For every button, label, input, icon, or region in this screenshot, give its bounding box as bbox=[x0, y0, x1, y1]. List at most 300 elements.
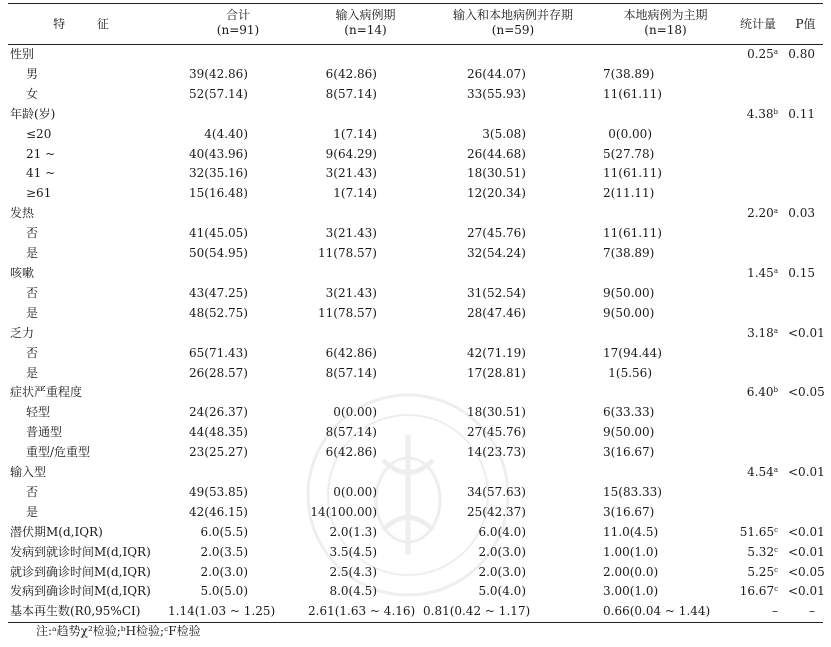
cell-total bbox=[168, 145, 308, 165]
cell-feature bbox=[8, 85, 168, 105]
cell-p-value bbox=[788, 284, 823, 304]
cell-statistic-text: 6.40 bbox=[746, 385, 774, 400]
cell-statistic bbox=[728, 244, 788, 264]
cell-imported bbox=[308, 85, 423, 105]
cell-p-value bbox=[788, 383, 823, 403]
cell-local-text: 3(16.67) bbox=[603, 504, 655, 519]
cell-total-text: 50(54.95) bbox=[189, 246, 248, 261]
cell-mixed bbox=[423, 164, 603, 184]
cell-local bbox=[603, 523, 728, 543]
cell-statistic bbox=[728, 125, 788, 145]
cell-p-value bbox=[788, 85, 823, 105]
cell-imported-text: 8(57.14) bbox=[325, 86, 377, 101]
table-subrow bbox=[8, 125, 823, 145]
cell-feature-text: 轻型 bbox=[26, 405, 51, 420]
cell-mixed-text: 2.0(3.0) bbox=[478, 544, 526, 559]
table-row bbox=[8, 383, 823, 403]
cell-mixed-text: 26(44.07) bbox=[467, 66, 526, 81]
table-subrow bbox=[8, 145, 823, 165]
cell-local bbox=[603, 164, 728, 184]
cell-total bbox=[168, 523, 308, 543]
header-total-label: 合计 bbox=[225, 8, 250, 22]
cell-feature bbox=[8, 105, 168, 125]
table-subrow bbox=[8, 65, 823, 85]
cell-imported-text: 8(57.14) bbox=[325, 365, 377, 380]
cell-feature-text: 输入型 bbox=[10, 465, 47, 480]
cell-feature bbox=[8, 383, 168, 403]
cell-statistic bbox=[728, 443, 788, 463]
cell-imported-text: 6(42.86) bbox=[325, 445, 377, 460]
cell-mixed bbox=[423, 403, 603, 423]
cell-feature bbox=[8, 284, 168, 304]
cell-total-text: 2.0(3.5) bbox=[200, 544, 248, 559]
table-row bbox=[8, 523, 823, 543]
cell-mixed bbox=[423, 563, 603, 583]
cell-p-value bbox=[788, 463, 823, 483]
cell-statistic bbox=[728, 403, 788, 423]
statistic-test-marker: c bbox=[774, 545, 778, 554]
cell-total-text: 2.0(3.0) bbox=[200, 564, 248, 579]
cell-p-value bbox=[788, 145, 823, 165]
cell-mixed bbox=[423, 344, 603, 364]
cell-p-value bbox=[788, 184, 823, 204]
cell-feature-text: 重型/危重型 bbox=[26, 445, 91, 460]
cell-local bbox=[603, 105, 728, 125]
cell-mixed-text: 3(5.08) bbox=[482, 126, 526, 141]
cell-p-value bbox=[788, 443, 823, 463]
cell-local-text: 11(61.11) bbox=[603, 226, 662, 241]
cell-mixed bbox=[423, 224, 603, 244]
cell-local bbox=[603, 344, 728, 364]
cell-p-value bbox=[788, 423, 823, 443]
cell-total bbox=[168, 45, 308, 65]
cell-imported-text: 11(78.57) bbox=[318, 305, 377, 320]
cell-local bbox=[603, 65, 728, 85]
cell-local-text: 11.0(4.5) bbox=[603, 524, 659, 539]
cell-imported bbox=[308, 224, 423, 244]
cell-mixed bbox=[423, 483, 603, 503]
cell-p-value bbox=[788, 125, 823, 145]
cell-local bbox=[603, 403, 728, 423]
cell-imported bbox=[308, 145, 423, 165]
cell-imported bbox=[308, 105, 423, 125]
cell-p-value-text: <0.05 bbox=[788, 564, 825, 579]
cell-imported-text: 2.5(4.3) bbox=[329, 564, 377, 579]
cell-p-value bbox=[788, 403, 823, 423]
cell-feature-text: 男 bbox=[26, 66, 39, 81]
cell-feature bbox=[8, 324, 168, 344]
cell-total-text: 41(45.05) bbox=[189, 226, 248, 241]
cell-local-text: 11(61.11) bbox=[603, 166, 662, 181]
cell-imported-text: 0(0.00) bbox=[333, 484, 377, 499]
header-local bbox=[603, 4, 728, 45]
cell-feature bbox=[8, 463, 168, 483]
cell-feature-text: ≤20 bbox=[26, 126, 52, 141]
cell-total bbox=[168, 224, 308, 244]
cell-local-text: 11(61.11) bbox=[603, 86, 662, 101]
cell-feature-text: 发热 bbox=[10, 206, 35, 221]
cell-imported bbox=[308, 164, 423, 184]
cell-mixed bbox=[423, 582, 603, 602]
cell-mixed-text: 42(71.19) bbox=[467, 345, 526, 360]
cell-local-text: 2(11.11) bbox=[603, 186, 655, 201]
cell-feature-text: 是 bbox=[26, 246, 39, 261]
cell-p-value-text: <0.01 bbox=[788, 465, 825, 480]
cell-total bbox=[168, 364, 308, 384]
cell-imported bbox=[308, 364, 423, 384]
cell-mixed-text: 26(44.68) bbox=[467, 146, 526, 161]
header-p: P值 bbox=[788, 4, 823, 45]
cell-p-value bbox=[788, 224, 823, 244]
data-table bbox=[8, 4, 823, 623]
cell-local-text: 9(50.00) bbox=[603, 305, 655, 320]
cell-total-text: 32(35.16) bbox=[189, 166, 248, 181]
cell-local bbox=[603, 184, 728, 204]
cell-imported-text: 6(42.86) bbox=[325, 345, 377, 360]
cell-mixed bbox=[423, 145, 603, 165]
cell-statistic bbox=[728, 563, 788, 583]
cell-statistic bbox=[728, 224, 788, 244]
cell-imported-text: 6(42.86) bbox=[325, 66, 377, 81]
cell-statistic-text: 4.38 bbox=[746, 106, 774, 121]
cell-statistic bbox=[728, 364, 788, 384]
cell-imported bbox=[308, 563, 423, 583]
cell-feature bbox=[8, 184, 168, 204]
cell-imported bbox=[308, 543, 423, 563]
cell-total bbox=[168, 244, 308, 264]
table-subrow bbox=[8, 443, 823, 463]
cell-imported-text: 1(7.14) bbox=[333, 126, 377, 141]
cell-total bbox=[168, 582, 308, 602]
cell-statistic bbox=[728, 503, 788, 523]
cell-imported-text: 11(78.57) bbox=[318, 246, 377, 261]
cell-imported bbox=[308, 324, 423, 344]
cell-local-text: 0.66(0.04 ~ 1.44) bbox=[603, 604, 711, 619]
cell-mixed-text: 27(45.76) bbox=[467, 425, 526, 440]
cell-feature bbox=[8, 125, 168, 145]
cell-imported bbox=[308, 463, 423, 483]
table-subrow bbox=[8, 304, 823, 324]
cell-statistic bbox=[728, 602, 788, 622]
cell-local-text: 1.00(1.0) bbox=[603, 544, 659, 559]
cell-feature bbox=[8, 344, 168, 364]
cell-feature bbox=[8, 145, 168, 165]
cell-local-text: 9(50.00) bbox=[603, 425, 655, 440]
cell-local bbox=[603, 45, 728, 65]
cell-mixed-text: 18(30.51) bbox=[467, 166, 526, 181]
cell-feature bbox=[8, 503, 168, 523]
cell-local-text: 1(5.56) bbox=[608, 365, 652, 380]
cell-mixed-text: 27(45.76) bbox=[467, 226, 526, 241]
table-row bbox=[8, 543, 823, 563]
cell-mixed bbox=[423, 543, 603, 563]
cell-mixed bbox=[423, 364, 603, 384]
cell-local-text: 0(0.00) bbox=[608, 126, 652, 141]
cell-total-text: 52(57.14) bbox=[189, 86, 248, 101]
cell-imported bbox=[308, 184, 423, 204]
cell-imported-text: 3.5(4.5) bbox=[329, 544, 377, 559]
cell-statistic-text: 1.45 bbox=[747, 265, 774, 280]
cell-total bbox=[168, 344, 308, 364]
cell-total bbox=[168, 125, 308, 145]
cell-statistic bbox=[728, 523, 788, 543]
cell-local-text: 2.00(0.0) bbox=[603, 564, 659, 579]
cell-local bbox=[603, 483, 728, 503]
header-mixed-label: 输入和本地病例并存期 bbox=[452, 8, 573, 22]
cell-feature-text: 是 bbox=[26, 504, 39, 519]
cell-feature bbox=[8, 403, 168, 423]
cell-imported bbox=[308, 403, 423, 423]
table-subrow bbox=[8, 164, 823, 184]
cell-feature bbox=[8, 563, 168, 583]
cell-imported-text: 0(0.00) bbox=[333, 405, 377, 420]
cell-mixed bbox=[423, 85, 603, 105]
cell-statistic bbox=[728, 45, 788, 65]
cell-mixed bbox=[423, 324, 603, 344]
cell-total bbox=[168, 503, 308, 523]
cell-imported-text: 3(21.43) bbox=[325, 226, 377, 241]
cell-mixed-text: 33(55.93) bbox=[467, 86, 526, 101]
table-subrow bbox=[8, 423, 823, 443]
cell-local bbox=[603, 602, 728, 622]
table-footnote: 注:ᵃ趋势χ²检验;ᵇH检验;ᶜF检验 bbox=[36, 624, 201, 638]
cell-local bbox=[603, 244, 728, 264]
cell-mixed bbox=[423, 204, 603, 224]
cell-feature-text: 潜伏期M(d,IQR) bbox=[10, 524, 103, 539]
cell-feature-text: 就诊到确诊时间M(d,IQR) bbox=[10, 564, 151, 579]
cell-feature-text: 否 bbox=[26, 484, 39, 499]
table-subrow bbox=[8, 364, 823, 384]
cell-p-value bbox=[788, 324, 823, 344]
cell-local-text: 7(38.89) bbox=[603, 66, 655, 81]
cell-total-text: 49(53.85) bbox=[189, 484, 248, 499]
cell-total bbox=[168, 304, 308, 324]
cell-total-text: 5.0(5.0) bbox=[200, 584, 248, 599]
cell-total bbox=[168, 264, 308, 284]
cell-total-text: 40(43.96) bbox=[189, 146, 248, 161]
cell-p-value-text: 0.11 bbox=[788, 106, 815, 121]
cell-statistic bbox=[728, 184, 788, 204]
cell-imported bbox=[308, 483, 423, 503]
cell-total bbox=[168, 563, 308, 583]
cell-imported bbox=[308, 523, 423, 543]
cell-total bbox=[168, 204, 308, 224]
cell-local bbox=[603, 503, 728, 523]
cell-total bbox=[168, 443, 308, 463]
cell-statistic-text: 5.25 bbox=[747, 564, 775, 579]
cell-local bbox=[603, 563, 728, 583]
cell-imported-text: 2.61(1.63 ~ 4.16) bbox=[308, 604, 416, 619]
cell-statistic-text: – bbox=[772, 604, 778, 619]
cell-mixed bbox=[423, 125, 603, 145]
cell-feature bbox=[8, 423, 168, 443]
cell-statistic bbox=[728, 105, 788, 125]
cell-local bbox=[603, 463, 728, 483]
cell-feature bbox=[8, 264, 168, 284]
cell-feature bbox=[8, 602, 168, 622]
table-row bbox=[8, 204, 823, 224]
table-subrow bbox=[8, 344, 823, 364]
cell-statistic bbox=[728, 204, 788, 224]
cell-statistic-text: 4.54 bbox=[747, 465, 774, 480]
cell-p-value bbox=[788, 483, 823, 503]
cell-local-text: 9(50.00) bbox=[603, 285, 655, 300]
cell-total bbox=[168, 543, 308, 563]
cell-mixed-text: 17(28.81) bbox=[467, 365, 526, 380]
header-mixed bbox=[423, 4, 603, 45]
cell-local-text: 3.00(1.0) bbox=[603, 584, 659, 599]
cell-feature bbox=[8, 204, 168, 224]
statistic-test-marker: a bbox=[773, 466, 778, 475]
cell-imported-text: 3(21.43) bbox=[325, 285, 377, 300]
cell-p-value bbox=[788, 65, 823, 85]
cell-local bbox=[603, 224, 728, 244]
cell-p-value-text: <0.01 bbox=[788, 584, 825, 599]
table-subrow bbox=[8, 483, 823, 503]
cell-feature bbox=[8, 543, 168, 563]
cell-mixed bbox=[423, 463, 603, 483]
cell-imported bbox=[308, 125, 423, 145]
header-local-label: 本地病例为主期 bbox=[623, 8, 708, 22]
header-statistic: 统计量 bbox=[728, 4, 788, 45]
cell-p-value-text: <0.01 bbox=[788, 325, 825, 340]
cell-statistic bbox=[728, 483, 788, 503]
table-row bbox=[8, 563, 823, 583]
cell-statistic bbox=[728, 423, 788, 443]
cell-feature-text: 发病到确诊时间M(d,IQR) bbox=[10, 584, 151, 599]
statistic-test-marker: a bbox=[773, 48, 778, 56]
cell-imported-text: 14(100.00) bbox=[310, 504, 377, 519]
table-subrow bbox=[8, 244, 823, 264]
cell-imported-text: 9(64.29) bbox=[325, 146, 377, 161]
cell-p-value bbox=[788, 264, 823, 284]
statistic-test-marker: b bbox=[773, 386, 778, 395]
cell-p-value bbox=[788, 543, 823, 563]
cell-total-text: 1.14(1.03 ~ 1.25) bbox=[168, 604, 276, 619]
statistic-test-marker: a bbox=[773, 266, 778, 275]
cell-feature-text: 年龄(岁) bbox=[10, 106, 56, 121]
cell-mixed-text: 6.0(4.0) bbox=[478, 524, 526, 539]
cell-feature-text: 否 bbox=[26, 345, 39, 360]
cell-feature bbox=[8, 364, 168, 384]
cell-mixed-text: 2.0(3.0) bbox=[478, 564, 526, 579]
cell-local-text: 5(27.78) bbox=[603, 146, 655, 161]
cell-mixed bbox=[423, 65, 603, 85]
cell-mixed bbox=[423, 383, 603, 403]
table-subrow bbox=[8, 224, 823, 244]
cell-feature bbox=[8, 304, 168, 324]
cell-mixed-text: 32(54.24) bbox=[467, 246, 526, 261]
cell-local bbox=[603, 383, 728, 403]
cell-feature-text: 21 ~ bbox=[26, 146, 56, 161]
cell-p-value-text: <0.01 bbox=[788, 544, 825, 559]
cell-total-text: 23(25.27) bbox=[189, 445, 248, 460]
table-row bbox=[8, 582, 823, 602]
cell-total bbox=[168, 602, 308, 622]
cell-total-text: 24(26.37) bbox=[189, 405, 248, 420]
cell-mixed bbox=[423, 105, 603, 125]
cell-feature-text: 女 bbox=[26, 86, 39, 101]
cell-local bbox=[603, 284, 728, 304]
cell-feature-text: ≥61 bbox=[26, 186, 52, 201]
cell-feature-text: 是 bbox=[26, 365, 39, 380]
cell-mixed-text: 28(47.46) bbox=[467, 305, 526, 320]
cell-imported bbox=[308, 244, 423, 264]
header-total bbox=[168, 4, 308, 45]
cell-local-text: 15(83.33) bbox=[603, 484, 662, 499]
cell-mixed bbox=[423, 244, 603, 264]
cell-p-value bbox=[788, 503, 823, 523]
cell-imported bbox=[308, 344, 423, 364]
cell-p-value-text: 0.80 bbox=[788, 47, 815, 61]
cell-imported bbox=[308, 204, 423, 224]
cell-total-text: 65(71.43) bbox=[189, 345, 248, 360]
cell-feature-text: 41 ~ bbox=[26, 166, 56, 181]
cell-statistic bbox=[728, 543, 788, 563]
cell-statistic-text: 0.25 bbox=[747, 47, 774, 61]
cell-p-value bbox=[788, 582, 823, 602]
cell-statistic bbox=[728, 344, 788, 364]
cell-feature-text: 发病到就诊时间M(d,IQR) bbox=[10, 544, 151, 559]
cell-local bbox=[603, 145, 728, 165]
cell-statistic bbox=[728, 85, 788, 105]
cell-imported bbox=[308, 284, 423, 304]
cell-feature bbox=[8, 164, 168, 184]
cell-total bbox=[168, 403, 308, 423]
cell-local bbox=[603, 543, 728, 563]
cell-local-text: 17(94.44) bbox=[603, 345, 662, 360]
cell-statistic bbox=[728, 582, 788, 602]
cell-mixed bbox=[423, 284, 603, 304]
table-subrow bbox=[8, 284, 823, 304]
table-row bbox=[8, 602, 823, 622]
cell-mixed bbox=[423, 304, 603, 324]
cell-mixed-text: 0.81(0.42 ~ 1.17) bbox=[423, 604, 531, 619]
cell-imported bbox=[308, 423, 423, 443]
cell-mixed bbox=[423, 45, 603, 65]
cell-p-value bbox=[788, 602, 823, 622]
cell-mixed-text: 31(52.54) bbox=[467, 285, 526, 300]
cell-feature bbox=[8, 443, 168, 463]
cell-statistic-text: 5.32 bbox=[747, 544, 775, 559]
cell-local bbox=[603, 443, 728, 463]
table-subrow bbox=[8, 403, 823, 423]
table-subrow bbox=[8, 184, 823, 204]
cell-mixed bbox=[423, 602, 603, 622]
cell-total bbox=[168, 65, 308, 85]
header-feature: 特 征 bbox=[8, 4, 168, 45]
table-row bbox=[8, 463, 823, 483]
cell-feature-text: 普通型 bbox=[26, 425, 63, 440]
cell-total-text: 42(46.15) bbox=[189, 504, 248, 519]
cell-statistic bbox=[728, 145, 788, 165]
header-imported-n: (n=14) bbox=[344, 23, 387, 37]
cell-total bbox=[168, 164, 308, 184]
cell-total bbox=[168, 324, 308, 344]
cell-statistic bbox=[728, 463, 788, 483]
cell-local bbox=[603, 204, 728, 224]
header-total-n: (n=91) bbox=[216, 23, 260, 37]
table-subrow bbox=[8, 503, 823, 523]
cell-statistic bbox=[728, 264, 788, 284]
cell-feature-text: 咳嗽 bbox=[10, 265, 35, 280]
cell-total bbox=[168, 184, 308, 204]
cell-p-value bbox=[788, 45, 823, 65]
cell-mixed-text: 5.0(4.0) bbox=[478, 584, 526, 599]
cell-local-text: 7(38.89) bbox=[603, 246, 655, 261]
cell-imported-text: 8.0(4.5) bbox=[329, 584, 377, 599]
cell-feature-text: 是 bbox=[26, 305, 39, 320]
